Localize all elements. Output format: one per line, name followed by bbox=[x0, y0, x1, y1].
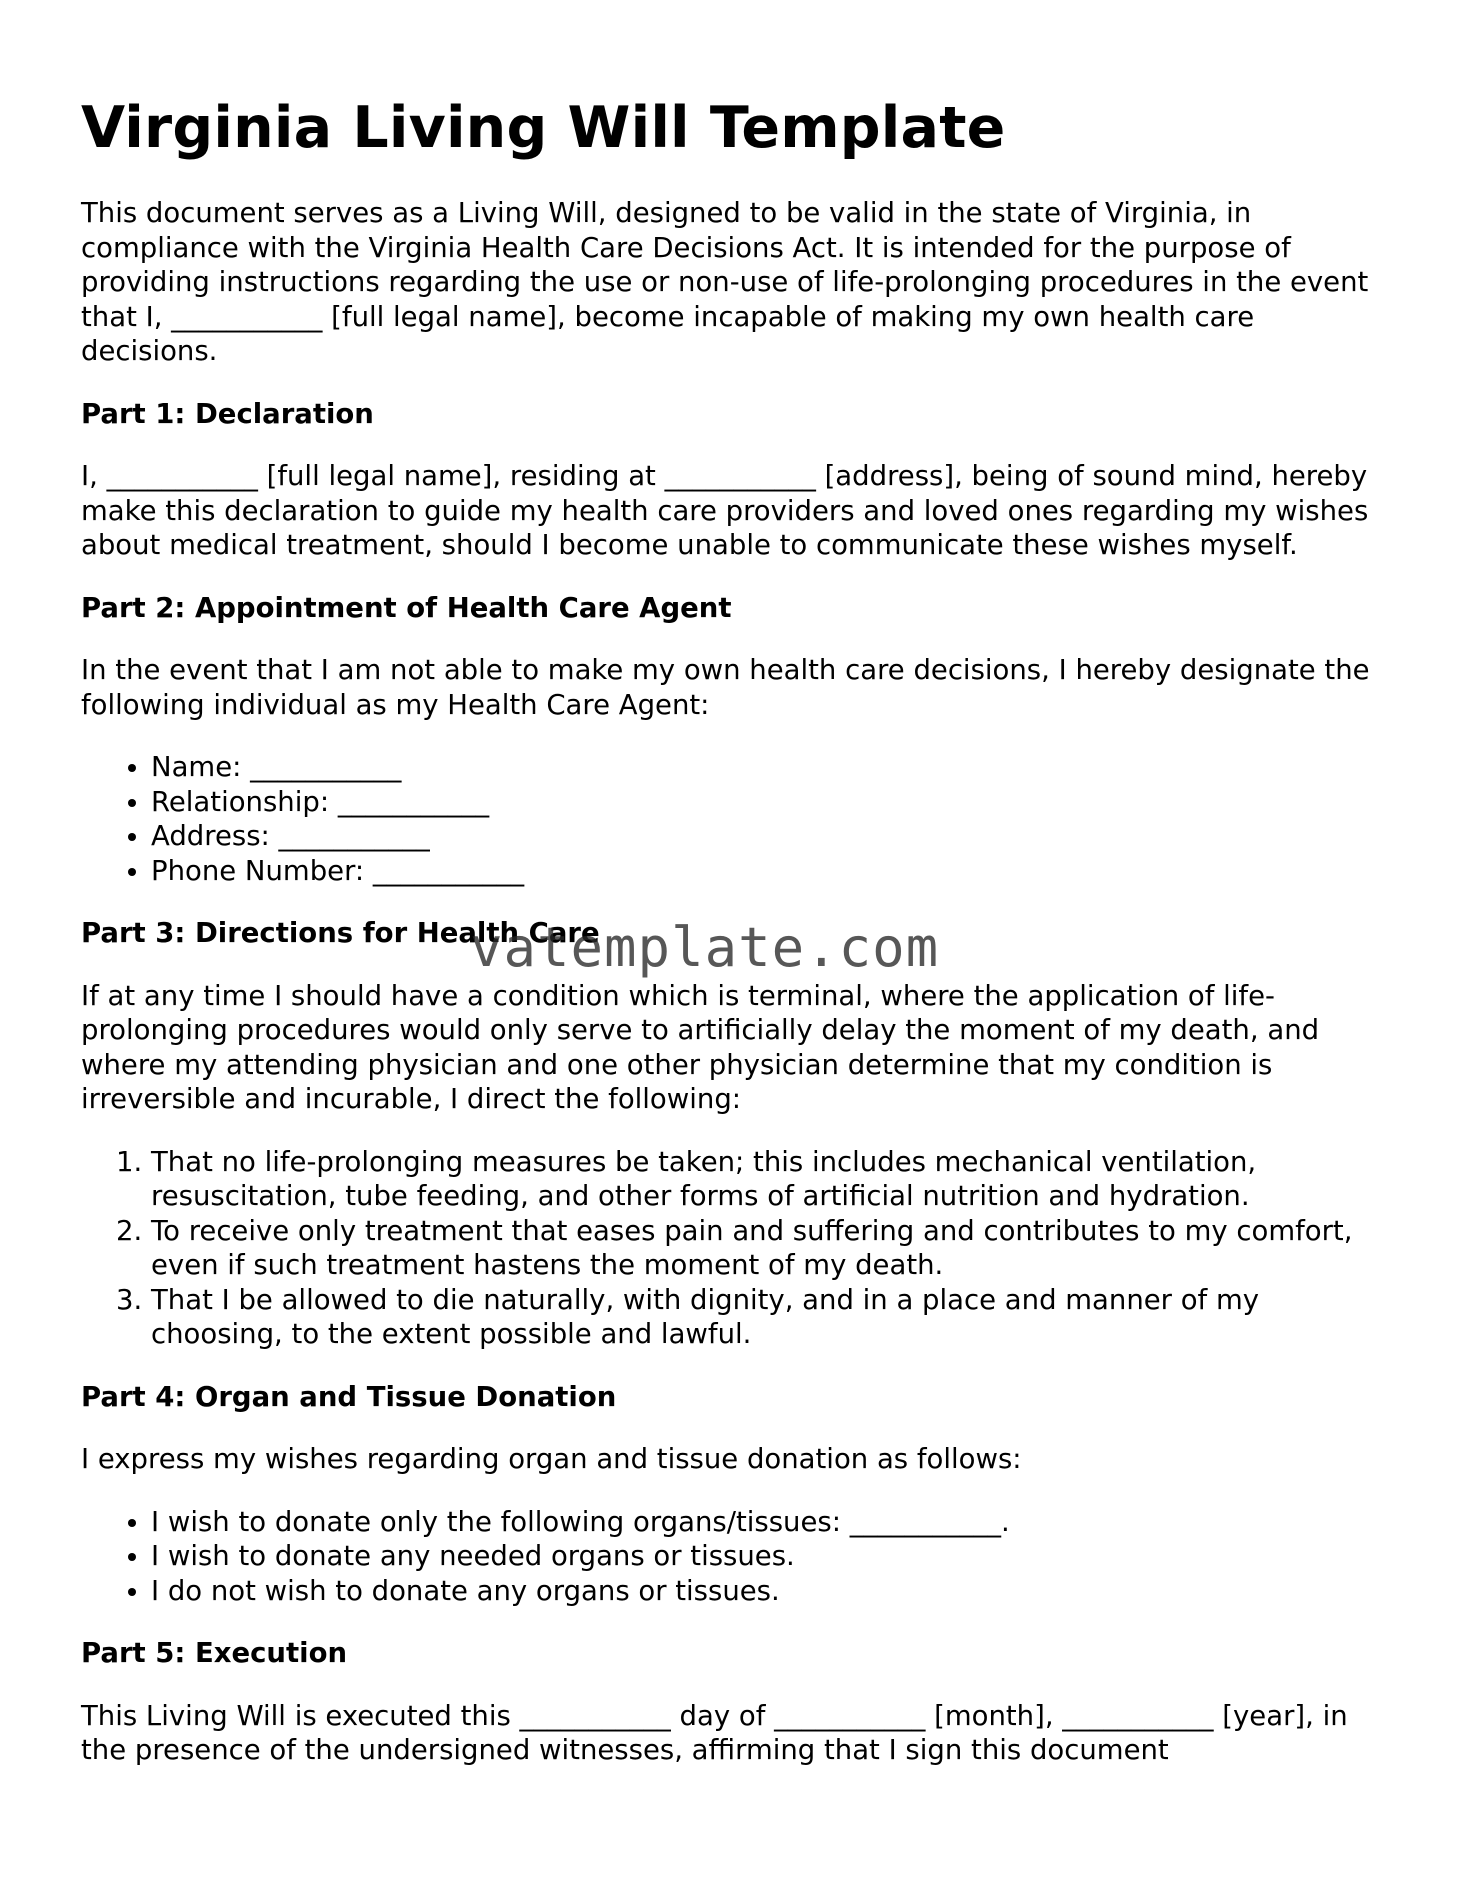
agent-details-list bbox=[81, 750, 1391, 888]
agent-address-item: • Address: ___________ bbox=[151, 819, 1391, 854]
agent-relationship-item: • Relationship: ___________ bbox=[151, 785, 1391, 820]
donation-option-any: • I wish to donate any needed organs or tissues. bbox=[151, 1539, 1391, 1574]
direction-item-3: 3. That I be allowed to die naturally, with dignity, and in a place and manner of my choosing, to the extent possible and lawful. bbox=[151, 1283, 1391, 1352]
direction-item-1: 1. That no life-prolonging measures be taken; this includes mechanical ventilation, resuscitation, tube feeding, and other forms of artificial nutrition and hydration. bbox=[151, 1145, 1391, 1214]
part1-heading: Part 1: Declaration bbox=[81, 397, 374, 430]
agent-name-item: • Name: ___________ bbox=[151, 750, 1391, 785]
direction-item-2: 2. To receive only treatment that eases pain and suffering and contributes to my comfort, even if such treatment hastens the moment of my death. bbox=[151, 1214, 1391, 1283]
agent-phone-item: • Phone Number: ___________ bbox=[151, 854, 1391, 889]
part5-heading: Part 5: Execution bbox=[81, 1637, 348, 1670]
donation-option-specific: • I wish to donate only the following organs/tissues: ___________. bbox=[151, 1505, 1391, 1540]
part5-paragraph: This Living Will is executed this ___________ day of ___________ [month], ___________ [year], in the presence of the undersigned witnesses, affirming that I sign this document bbox=[81, 1699, 1348, 1767]
part3-heading: Part 3: Directions for Health Care bbox=[81, 917, 600, 950]
watermark-text: vatemplate.com bbox=[470, 916, 940, 979]
part2-heading: Part 2: Appointment of Health Care Agent bbox=[81, 591, 732, 624]
directions-list bbox=[81, 1145, 1391, 1352]
part1-paragraph: I, ___________ [full legal name], residing at ___________ [address], being of sound mind, hereby make this declaration to guide my health care providers and loved ones regarding my wishes about medical treatment, should I become unable to communicate these wishes myself. bbox=[81, 460, 1369, 562]
intro-paragraph: This document serves as a Living Will, designed to be valid in the state of Virginia, in compliance with the Virginia Health Care Decisions Act. It is intended for the purpose of providing instructions regarding the use or non-use of life-prolonging procedures in the event that I, ___________ [full legal name], become incapable of making my own health care decisions. bbox=[81, 197, 1369, 368]
part4-paragraph: I express my wishes regarding organ and tissue donation as follows: bbox=[81, 1443, 1022, 1476]
part4-heading: Part 4: Organ and Tissue Donation bbox=[81, 1380, 617, 1413]
donation-option-none: • I do not wish to donate any organs or tissues. bbox=[151, 1574, 1391, 1609]
document-title: Virginia Living Will Template bbox=[81, 95, 1006, 161]
part2-paragraph: In the event that I am not able to make my own health care decisions, I hereby designate the following individual as my Health Care Agent: bbox=[81, 654, 1370, 721]
part3-paragraph: If at any time I should have a condition which is terminal, where the application of life-prolonging procedures would only serve to artificially delay the moment of my death, and where my attending physician and one other physician determine that my condition is irreversible and incurable, I direct the following: bbox=[81, 979, 1320, 1116]
donation-options-list bbox=[81, 1505, 1391, 1609]
